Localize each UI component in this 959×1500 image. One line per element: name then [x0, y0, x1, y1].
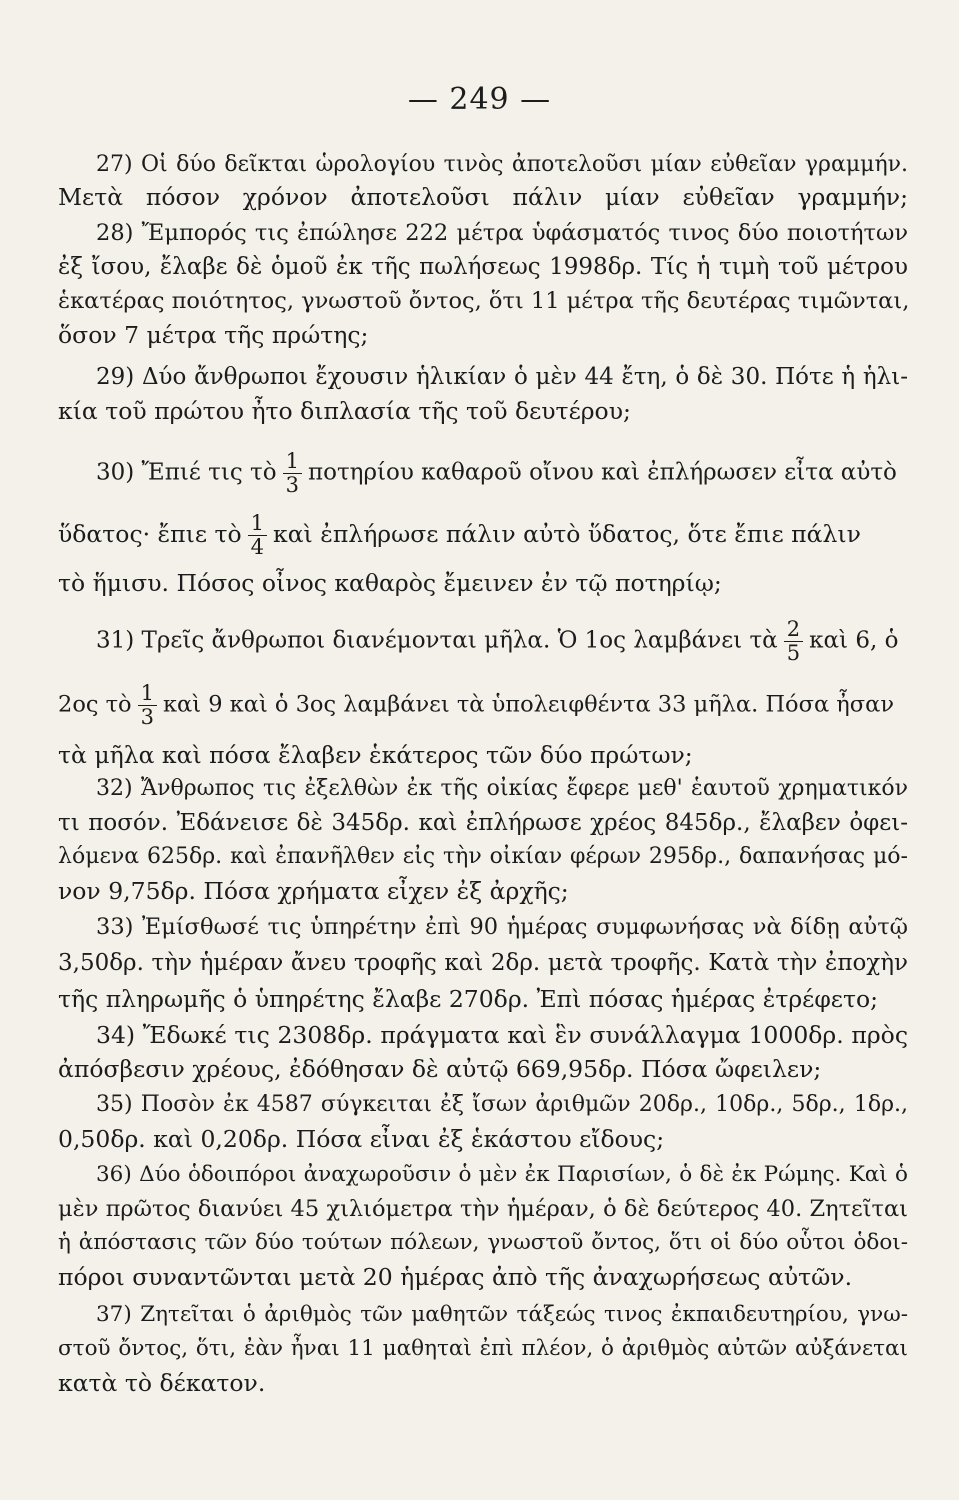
line-text: 31) Τρεῖς ἄνθρωποι διανέμονται μῆλα. Ὁ 1ος λαμβάνει τὰ — [96, 627, 778, 654]
text-line-with-fraction — [58, 511, 908, 559]
numerator: 1 — [138, 682, 157, 706]
denominator: 3 — [140, 705, 154, 729]
line-text: καὶ 9 καὶ ὁ 3ος λαμβάνει τὰ ὑπολειφθέντα 33 μῆλα. Πόσα ἦσαν — [162, 691, 895, 718]
denominator: 5 — [786, 641, 801, 665]
fraction-one-third — [138, 682, 157, 729]
fraction-two-fifths — [784, 618, 803, 665]
text-line-with-fraction — [96, 449, 908, 497]
text-line: στοῦ ὄντος, ὅτι, ἐὰν ἦναι 11 μαθηταὶ ἐπὶ πλέον, ὁ ἀριθμὸς αὐτῶν αὐξάνεται — [58, 1336, 908, 1361]
text-line: 32) Ἄνθρωπος τις ἐξελθὼν ἐκ τῆς οἰκίας ἔφερε μεθ' ἑαυτοῦ χρηματικόν — [96, 776, 908, 801]
text-line: 33) Ἐμίσθωσέ τις ὑπηρέτην ἐπὶ 90 ἡμέρας συμφωνήσας νὰ δίδῃ αὐτῷ — [96, 914, 908, 940]
text-line-with-fraction — [96, 617, 908, 665]
text-line: μὲν πρῶτος διανύει 45 χιλιόμετρα τὴν ἡμέραν, ὁ δὲ δεύτερος 40. Ζητεῖται — [58, 1196, 908, 1222]
line-text: 30) Ἔπιέ τις τὸ — [96, 459, 277, 486]
text-line: νον 9,75δρ. Πόσα χρήματα εἶχεν ἐξ ἀρχῆς; — [58, 877, 569, 905]
fraction-one-quarter — [248, 512, 267, 559]
text-line: τὰ μῆλα καὶ πόσα ἔλαβεν ἑκάτερος τῶν δύο πρώτων; — [58, 741, 693, 769]
fraction-one-third — [283, 450, 302, 497]
numerator: 1 — [248, 512, 267, 536]
text-line: 28) Ἔμπορός τις ἐπώλησε 222 μέτρα ὑφάσματός τινος δύο ποιοτήτων — [96, 220, 908, 246]
text-line: ἀπόσβεσιν χρέους, ἐδόθησαν δὲ αὐτῷ 669,95δρ. Πόσα ὤφειλεν; — [58, 1055, 822, 1083]
text-line: 27) Οἱ δύο δεῖκται ὡρολογίου τινὸς ἀποτελοῦσι μίαν εὐθεῖαν γραμμήν. — [96, 152, 908, 177]
denominator: 4 — [250, 535, 264, 559]
text-line: 34) Ἔδωκέ τις 2308δρ. πράγματα καὶ ἓν συνάλλαγμα 1000δρ. πρὸς — [96, 1021, 908, 1049]
text-line: πόροι συναντῶνται μετὰ 20 ἡμέρας ἀπὸ τῆς ἀναχωρήσεως αὐτῶν. — [58, 1263, 853, 1291]
text-line: τῆς πληρωμῆς ὁ ὑπηρέτης ἔλαβε 270δρ. Ἐπὶ πόσας ἡμέρας ἐτρέφετο; — [58, 985, 879, 1013]
line-text: ποτηρίου καθαροῦ οἴνου καὶ ἐπλήρωσεν εἶτα αὐτὸ — [307, 459, 897, 486]
denominator: 3 — [285, 473, 299, 497]
page-number: — 249 — — [407, 82, 552, 117]
numerator: 2 — [784, 618, 803, 642]
text-line: 37) Ζητεῖται ὁ ἀριθμὸς τῶν μαθητῶν τάξεώς τινος ἐκπαιδευτηρίου, γνω- — [96, 1302, 908, 1327]
line-text: καὶ 6, ὁ — [809, 627, 899, 654]
text-line: τι ποσόν. Ἐδάνεισε δὲ 345δρ. καὶ ἐπλήρωσε χρέος 845δρ., ἔλαβεν ὀφει- — [58, 810, 908, 836]
text-line: τὸ ἥμισυ. Πόσος οἶνος καθαρὸς ἔμεινεν ἐν τῷ ποτηρίῳ; — [58, 569, 722, 597]
text-line: 29) Δύο ἄνθρωποι ἔχουσιν ἡλικίαν ὁ μὲν 44 ἔτη, ὁ δὲ 30. Πότε ἡ ἡλι- — [96, 364, 908, 390]
text-line: Μετὰ πόσον χρόνον ἀποτελοῦσι πάλιν μίαν εὐθεῖαν γραμμήν; — [58, 183, 908, 211]
text-line-with-fraction — [58, 681, 908, 729]
line-text: ὕδατος· ἔπιε τὸ — [58, 520, 242, 548]
text-line: ἑκατέρας ποιότητος, γνωστοῦ ὄντος, ὅτι 11 μέτρα τῆς δευτέρας τιμῶνται, — [58, 288, 910, 314]
text-line: κατὰ τὸ δέκατον. — [58, 1369, 266, 1397]
text-line: ἐξ ἴσου, ἔλαβε δὲ ὁμοῦ ἐκ τῆς πωλήσεως 1998δρ. Τίς ἡ τιμὴ τοῦ μέτρου — [58, 254, 908, 280]
text-line: 35) Ποσὸν ἐκ 4587 σύγκειται ἐξ ἴσων ἀριθμῶν 20δρ., 10δρ., 5δρ., 1δρ., — [96, 1092, 908, 1117]
text-line: 36) Δύο ὁδοιπόροι ἀναχωροῦσιν ὁ μὲν ἐκ Παρισίων, ὁ δὲ ἐκ Ρώμης. Καὶ ὁ — [96, 1162, 908, 1187]
text-line: ἡ ἀπόστασις τῶν δύο τούτων πόλεων, γνωστοῦ ὄντος, ὅτι οἱ δύο οὗτοι ὁδοι- — [58, 1230, 908, 1255]
text-line: λόμενα 625δρ. καὶ ἐπανῆλθεν εἰς τὴν οἰκίαν φέρων 295δρ., δαπανήσας μό- — [58, 844, 908, 869]
text-line: ὅσον 7 μέτρα τῆς πρώτης; — [58, 321, 369, 349]
text-line: 0,50δρ. καὶ 0,20δρ. Πόσα εἶναι ἐξ ἑκάστου εἴδους; — [58, 1125, 665, 1153]
line-text: καὶ ἐπλήρωσε πάλιν αὐτὸ ὕδατος, ὅτε ἔπιε πάλιν — [273, 520, 861, 548]
text-line: 3,50δρ. τὴν ἡμέραν ἄνευ τροφῆς καὶ 2δρ. μετὰ τροφῆς. Κατὰ τὴν ἐποχὴν — [58, 950, 908, 976]
numerator: 1 — [283, 450, 302, 474]
line-text: 2ος τὸ — [58, 691, 132, 718]
text-line: κία τοῦ πρώτου ἦτο διπλασία τῆς τοῦ δευτέρου; — [58, 397, 631, 425]
